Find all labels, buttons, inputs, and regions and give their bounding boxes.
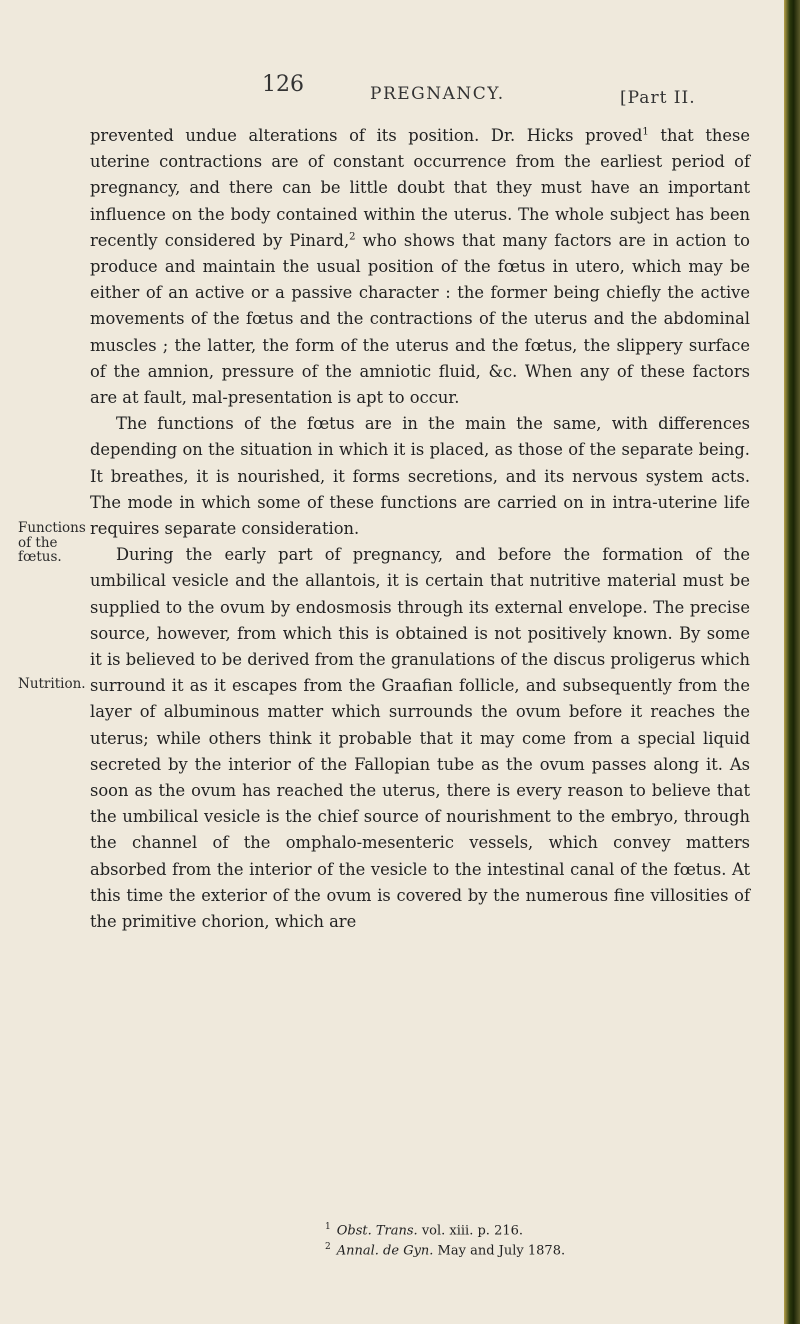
footnote-number: 2 xyxy=(325,1242,331,1253)
page-edge xyxy=(784,0,800,1324)
running-head: PREGNANCY. xyxy=(370,84,505,104)
footnote-detail: May and July 1878. xyxy=(433,1243,566,1259)
paragraph-continuation xyxy=(90,123,750,411)
footnote-source: Annal. de Gyn. xyxy=(336,1243,434,1259)
footnote-number: 1 xyxy=(325,1222,331,1232)
body-text xyxy=(90,123,750,935)
footnote-ref: 1 xyxy=(642,126,649,138)
paragraph-functions: The functions of the fœtus are in the main the same, with differences depending on the situation in which it is placed, as those of the separate being. It breathes, it is nourished, it forms secretions, and its nervous system acts. The mode in which some of these functions are carried on in intra-uterine life requires separate consideration. xyxy=(90,414,750,539)
footnotes xyxy=(325,1219,745,1260)
footnote xyxy=(325,1239,745,1259)
paragraph-text: who shows that many factors are in action to produce and maintain the usual position of the fœtus in utero, which may be either of an active or a passive character : the former being chiefly the active movements of the fœtus and the contractions of the uterus and the abdominal muscles ; the latter, the form of the uterus and the fœtus, the slippery surface of the amnion, pressure of the amniotic fluid, &c. When any of these factors are at fault, mal-presentation is apt to occur. xyxy=(90,230,750,408)
footnote-detail: vol. xiii. p. 216. xyxy=(417,1223,524,1239)
paragraph-text: prevented undue alterations of its position. Dr. Hicks proved xyxy=(90,126,643,145)
margin-note-nutrition: Nutrition. xyxy=(18,676,86,692)
footnote xyxy=(325,1219,745,1239)
part-label: [Part II. xyxy=(620,88,696,108)
footnote-ref: 2 xyxy=(349,231,356,243)
paragraph-nutrition: During the early part of pregnancy, and before the formation of the umbilical vesicle and the allantois, it is certain that nutritive material must be supplied to the ovum by endosmosis through its external envelope. The precise source, however, from which this is obtained is not positively known. By some it is believed to be derived from the granulations of the discus proligerus which surround it as it escapes from the Graafian follicle, and subsequently from the layer of albuminous matter which surrounds the ovum before it reaches the uterus; while others think it probable that it may come from a special liquid secreted by the interior of the Fallopian tube as the ovum passes along it. As soon as the ovum has reached the uterus, there is every reason to believe that the umbilical vesicle is the chief source of nourishment to the embryo, through the channel of the omphalo-mesenteric vessels, which convey matters absorbed from the interior of the vesicle to the intestinal canal of the fœtus. At this time the exterior of the ovum is covered by the numerous fine villosities of the primitive chorion, which are xyxy=(90,545,750,932)
page-number: 126 xyxy=(262,72,304,97)
page-header xyxy=(0,72,760,112)
paragraph-text: that these uterine contractions are of constant occurrence from the earliest period of pregnancy, and there can be little doubt that they must have an important influence on the body contained within the uterus. The whole subject has been recently considered by Pinard, xyxy=(90,126,750,250)
footnote-source: Obst. Trans. xyxy=(336,1223,418,1239)
margin-note-functions: Functions of the fœtus. xyxy=(18,520,86,565)
